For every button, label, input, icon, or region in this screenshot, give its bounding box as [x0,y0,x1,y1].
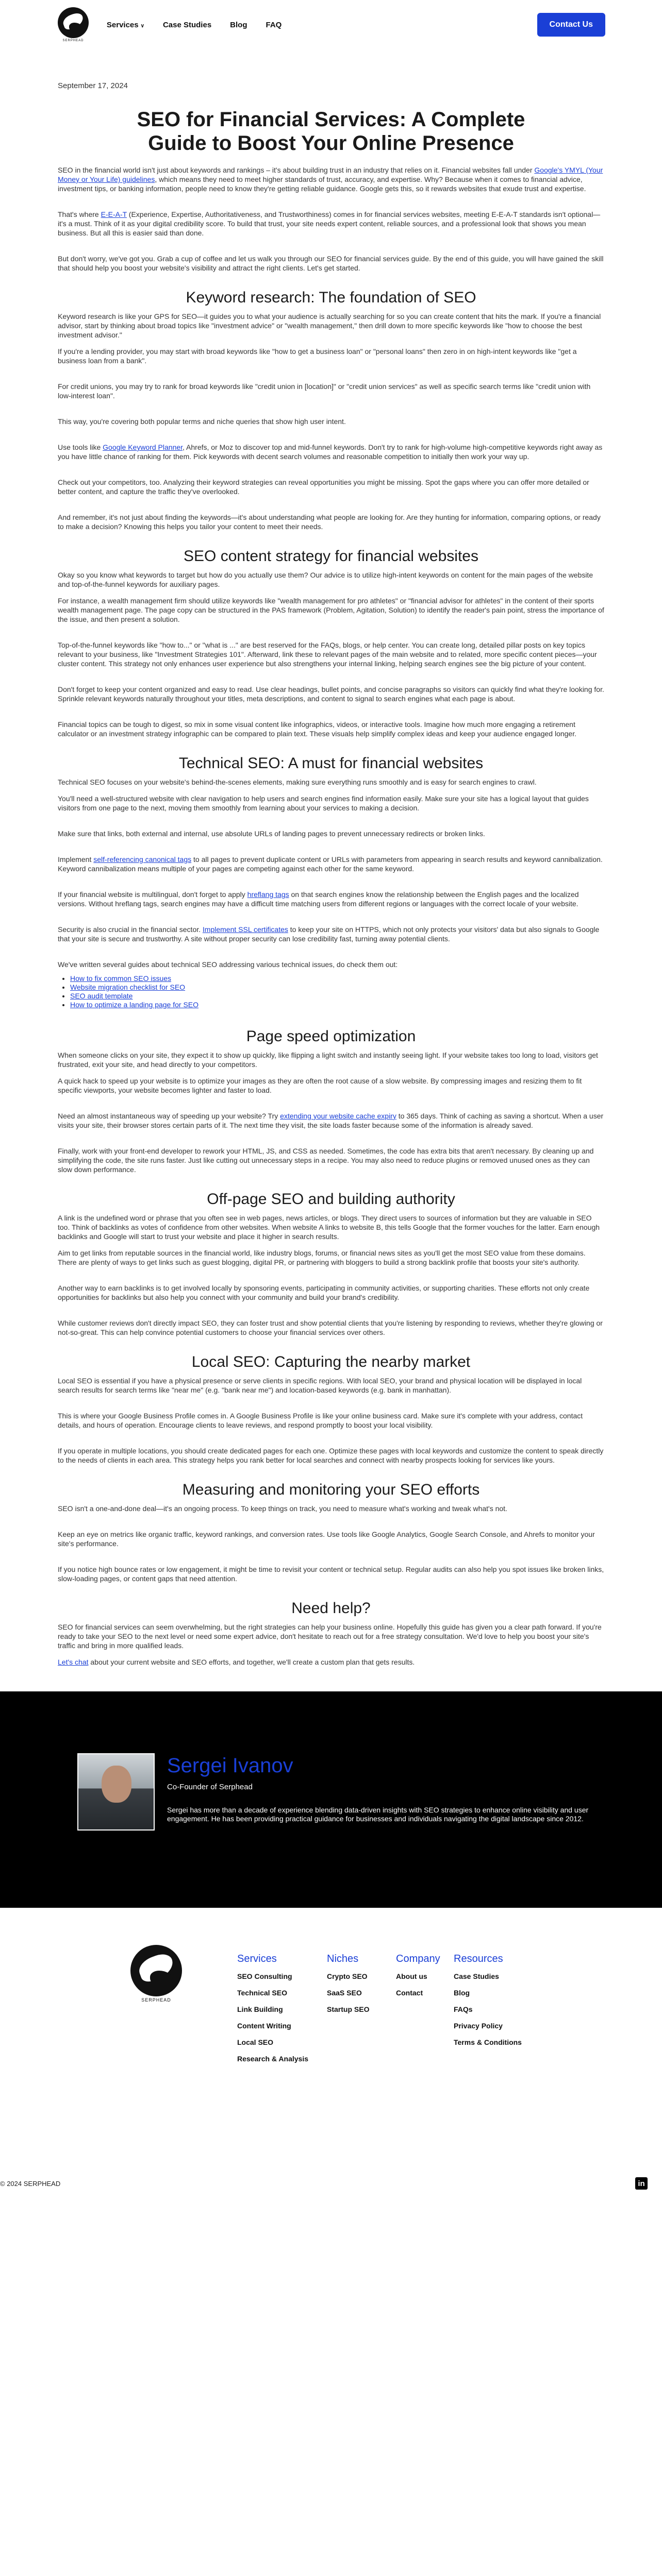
section-heading: Need help? [291,1600,371,1617]
text-run: about your current website and SEO efforts, and together, we'll create a custom plan that gets results. [88,1658,415,1666]
article-sections [58,289,604,1667]
footer-link[interactable]: Blog [454,1989,470,1997]
section-heading: SEO content strategy for financial websites [184,548,478,565]
footer-link[interactable]: Crypto SEO [327,1972,368,1980]
text-run: SEO in the financial world isn't just about keywords and rankings – it's about building trust in an industry that relies on it. Financial websites fall under [58,166,535,174]
text-run: A quick hack to speed up your website is to optimize your images as they are often the root cause of a slow website. By compressing images and resizing them to fit specific viewports, your website becomes lighter and faster to load. [58,1077,582,1094]
text-run: For credit unions, you may try to rank for broad keywords like "credit union in [location]" or "credit union services" as well as specific search terms like "credit union with low-interest loan". [58,382,591,400]
paragraph [58,347,604,365]
inline-link[interactable]: Google Keyword Planner [103,443,183,451]
text-run: to keep your site on HTTPS, which not only protects your visitors' data but also signals to Google that your site is secure and trustworthy. A site without proper security can lose credibility fast, turning away potential clients. [58,925,600,943]
footer-link[interactable]: SaaS SEO [327,1989,362,1997]
article-section [58,289,604,531]
footer-link[interactable]: SEO Consulting [237,1972,292,1980]
copyright: © 2024 SERPHEAD [0,2179,61,2188]
footer-link[interactable]: About us [396,1972,427,1980]
footer-column [396,1953,440,2071]
section-heading: Technical SEO: A must for financial websites [178,755,484,772]
footer-link[interactable]: Research & Analysis [237,2055,308,2063]
inline-link[interactable]: self-referencing canonical tags [93,855,192,863]
section-heading: Measuring and monitoring your SEO efforts [182,1481,480,1498]
inline-link[interactable]: Implement SSL certificates [202,925,288,934]
text-run: on that search engines know the relationship between the English pages and the localized versions. Without hreflang tags, search engines may have a difficult time matching users from different regions or languages with the correct locale of your website. [58,890,579,908]
inline-link[interactable]: Google's YMYL (Your Money or Your Life) guidelines [58,166,603,183]
inline-link[interactable]: hreflang tags [247,890,289,899]
text-run: Okay so you know what keywords to target but how do you actually use them? Our advice is to utilize high-intent keywords on content for the main pages of the website and top-of-the-funnel keywords for auxiliary pages. [58,571,593,588]
author-info [167,1753,590,1831]
section-heading: Local SEO: Capturing the nearby market [191,1353,471,1370]
intro-paragraph [58,165,604,193]
paragraph [58,960,604,969]
nav-faq[interactable]: FAQ [266,20,282,29]
footer-column [237,1953,309,2071]
footer-link[interactable]: Privacy Policy [454,2022,503,2030]
article [58,49,604,1667]
linkedin-icon[interactable]: in [635,2177,648,2190]
paragraph [58,855,604,873]
footer-columns [237,1953,554,2071]
text-run: Aim to get links from reputable sources in the financial world, like industry blogs, forums, or financial news sites as you'll get the most SEO value from these domains. There are plenty of ways to get links such as guest blogging, digital PR, or partnering with bloggers to build a strong backlink profile that boosts your site's authority. [58,1249,586,1266]
footer-link[interactable]: Local SEO [237,2038,274,2046]
text-run: And remember, it's not just about finding the keywords—it's about understanding what people are looking for. Are they hunting for information, comparing options, or ready to make a decision? Knowing this helps you tailor your content to meet their needs. [58,513,601,531]
paragraph [58,720,604,738]
text-run: A link is the undefined word or phrase that you often see in web pages, news articles, or blogs. They direct users to sources of information but they are valuable in SEO too. Think of backlinks as votes of confidence from other websites. When website A links to website B, this tells Google that the former vouches for the latter. Earn enough backlinks and Google will start to trust your website and place it higher in search results. [58,1214,600,1241]
inline-link[interactable]: Let's chat [58,1658,89,1666]
footer-link[interactable]: Terms & Conditions [454,2038,522,2046]
author-card [0,1691,662,1908]
text-run: , which means they need to meet higher standards of trust, accuracy, and expertise. Why? Because when it comes to financial advice, investment tips, or banking information, people need to know they're getting reliable guidance. Google gets this, so it rewards websites that exude trust and expertise. [58,175,586,193]
text-run: Check out your competitors, too. Analyzing their keyword strategies can reveal opportunities you might be missing. Spot the gaps where you can offer more detailed or better content, and capture the traffic they've overlooked. [58,478,589,496]
footer-link[interactable]: Content Writing [237,2022,291,2030]
text-run: If you operate in multiple locations, you should create dedicated pages for each one. Optimize these pages with local keywords and customize the content to speak directly to the needs of clients in each area. This strategy helps you rank better for local searches and connect with nearby prospects looking for services like yours. [58,1447,604,1464]
paragraph [58,685,604,703]
paragraph [58,478,604,496]
paragraph [58,1146,604,1174]
intro [58,165,604,273]
paragraph [58,1504,604,1513]
paragraph [58,1446,604,1465]
footer-column [454,1953,536,2071]
inline-link[interactable]: extending your website cache expiry [280,1112,396,1120]
text-run: Financial topics can be tough to digest, so mix in some visual content like infographics, videos, or interactive tools. Imagine how much more engaging a retirement calculator or an investment strategy infographic can be compared to plain text. These visuals help simplify complex ideas and keep your audience engaged longer. [58,720,576,738]
text-run: Use tools like [58,443,103,451]
site-header [0,0,662,49]
text-run: If you notice high bounce rates or low engagement, it might be time to revisit your content or technical setup. Regular audits can also help you spot issues like broken links, slow-loading pages, or content gaps that need attention. [58,1565,604,1583]
text-run: Finally, work with your front-end developer to rework your HTML, JS, and CSS as needed. Sometimes, the code has extra bits that aren't necessary. By cleaning up and simplifying the code, the site runs faster. Just like cutting out unnecessary steps in a recipe. You may also need to reduce plugins or removed unused ones as they can slow down performance. [58,1147,594,1174]
footer-column-heading: Niches [327,1953,359,1964]
text-run: SEO isn't a one-and-done deal—it's an ongoing process. To keep things on track, you need to measure what's working and tweak what's not. [58,1504,507,1513]
chevron-down-icon: ∨ [140,23,144,29]
logo-text: SERPHEAD [62,39,84,42]
footer-bottom [0,2171,662,2196]
text-run: Local SEO is essential if you have a physical presence or serve clients in specific regions. With local SEO, your brand and physical location will be displayed in local search results for search terms like "near me" (e.g. "bank near me") and location-based keywords (e.g. bank in manhattan). [58,1377,582,1394]
text-run: For instance, a wealth management firm should utilize keywords like "wealth management for pro athletes" or "financial advisor for athletes" in the content of their sports wealth management page. The page copy can be structured in the PAS framework (Problem, Agitation, Solution) to identify the reader's pain point, stress the importance of the issue, and then present a solution. [58,597,604,623]
text-run: Don't forget to keep your content organized and easy to read. Use clear headings, bullet points, and concise paragraphs so visitors can quickly find what they're looking for. Sprinkle relevant keywords naturally throughout your titles, meta descriptions, and content to signal to search engines what each page is about. [58,685,604,703]
footer-column-heading: Company [396,1953,440,1964]
paragraph [58,312,604,340]
guide-link[interactable]: How to optimize a landing page for SEO [70,1001,199,1009]
footer-logo-text: SERPHEAD [141,1997,171,2003]
footer-link[interactable]: FAQs [454,2005,473,2013]
intro-paragraph [58,210,604,238]
article-section [58,548,604,738]
paragraph [58,513,604,531]
contact-us-button[interactable]: Contact Us [537,13,605,37]
text-run: Keyword research is like your GPS for SEO—it guides you to what your audience is actually searching for so you can create content that hits the mark. If you're a financial advisor, start by thinking about broad topics like "investment advice" or "wealth management," then drill down to more specific keywords like "how to choose the best investment advisor." [58,312,601,339]
intro-paragraph [58,254,604,273]
text-run: This way, you're covering both popular terms and niche queries that show high user intent. [58,417,346,426]
footer-column-heading: Services [237,1953,277,1964]
footer-column-heading: Resources [454,1953,503,1964]
paragraph [58,1050,604,1069]
article-section [58,1481,604,1583]
text-run: Technical SEO focuses on your website's behind-the-scenes elements, making sure everything runs smoothly and is easy for search engines to crawl. [58,778,537,786]
paragraph [58,1376,604,1395]
paragraph [58,925,604,943]
footer-link[interactable]: Case Studies [454,1972,499,1980]
avatar [77,1753,155,1831]
section-heading: Page speed optimization [246,1028,416,1045]
text-run: If you're a lending provider, you may start with broad keywords like "how to get a business loan" or "personal loans" then zero in on high-intent keywords like "get a business loan from a bank". [58,347,577,365]
nav-case-studies[interactable]: Case Studies [162,20,212,29]
publish-date: September 17, 2024 [58,81,128,90]
paragraph [58,1622,604,1650]
text-run: Need an almost instantaneous way of speeding up your website? Try [58,1112,280,1120]
text-run: to all pages to prevent duplicate content or URLs with parameters from appearing in search results and keyword cannibalization. Keyword cannibalization means multiple of your pages are competing against each other for the same keyword. [58,855,603,873]
article-section [58,755,604,1009]
nav-blog[interactable]: Blog [230,20,247,29]
nav-services-label: Services [106,20,139,29]
main-nav [67,21,282,29]
guide-link[interactable]: SEO audit template [70,992,133,1000]
text-run: When someone clicks on your site, they expect it to show up quickly, like flipping a light switch and instantly seeing light. If your website takes too long to load, visitors get frustrated, exit your site, and head directly to your competitors. [58,1051,598,1069]
paragraph [58,443,604,461]
section-heading: Off-page SEO and building authority [207,1191,455,1208]
guides-list [70,974,604,1009]
paragraph [58,1076,604,1095]
paragraph [58,1530,604,1548]
paragraph [58,382,604,400]
paragraph [58,829,604,838]
globe-logo-icon [58,7,89,38]
paragraph [58,777,604,787]
text-run: Security is also crucial in the financial sector. [58,925,203,934]
paragraph [58,890,604,908]
nav-services[interactable] [107,21,144,29]
article-section [58,1600,604,1667]
paragraph [58,1111,604,1130]
author-name: Sergei Ivanov [167,1754,293,1777]
text-run: Implement [58,855,94,863]
paragraph [58,570,604,589]
text-run: While customer reviews don't directly impact SEO, they can foster trust and show potential clients that you're listening by responding to reviews, whether they're glowing or not-so-great. This can help convince potential customers to choose your financial services over others. [58,1319,603,1336]
paragraph [58,1411,604,1430]
text-run: Make sure that links, both external and internal, use absolute URLs of landing pages to prevent unnecessary redirects or broken links. [58,829,485,838]
text-run: , Ahrefs, or Moz to discover top and mid-funnel keywords. Don't try to rank for high-volume high-competitive keywords right away as you have little chance of ranking for them. Pick keywords with decent search volumes and reasonable competition to initially then work your way up. [58,443,603,461]
inline-link[interactable]: E-E-A-T [101,210,127,218]
section-heading: Keyword research: The foundation of SEO [186,289,476,306]
paragraph [58,1657,604,1667]
author-role: Co-Founder of Serphead [167,1783,253,1791]
footer-column [327,1953,378,2071]
article-section [58,1028,604,1174]
article-section [58,1353,604,1465]
guide-link[interactable]: Website migration checklist for SEO [70,983,186,991]
paragraph [58,1248,604,1267]
paragraph [58,1283,604,1302]
text-run: (Experience, Expertise, Authoritativeness, and Trustworthiness) comes in for financial services websites, meeting E-E-A-T standards isn't optional—it's a must. Think of it as your digital credibility score. To build that trust, your site needs expert content, reliable sources, and a professional look that shows you mean business. But all this is easier said than done. [58,210,601,237]
list-item [70,974,604,983]
paragraph [58,596,604,624]
page-title: SEO for Financial Services: A Complete Guide to Boost Your Online Presence [137,108,525,155]
footer-link[interactable]: Contact [396,1989,423,1997]
list-item [70,983,604,992]
footer-link[interactable]: Link Building [237,2005,283,2013]
footer-link[interactable]: Technical SEO [237,1989,287,1997]
paragraph [58,1565,604,1583]
text-run: SEO for financial services can seem overwhelming, but the right strategies can help your business online. Hopefully this guide has given you a clear path forward. If you're ready to take your SEO to the next level or need some expert advice, don't hesitate to reach out for a free strategy consultation. We'd love to help you boost your site's traffic and bring in more qualified leads. [58,1623,602,1650]
text-run: If your financial website is multilingual, don't forget to apply [58,890,247,899]
text-run: You'll need a well-structured website with clear navigation to help users and search engines find information easily. Make sure your site has a logical layout that guides visitors from one page to the next, moving them smoothly from learning about your services to making a decision. [58,794,589,812]
paragraph [58,1318,604,1337]
footer-link[interactable]: Startup SEO [327,2005,370,2013]
article-section [58,1191,604,1337]
text-run: This is where your Google Business Profile comes in. A Google Business Profile is like your online business card. Make sure it's complete with your address, contact details, and hours of operation. Encourage clients to leave reviews, and respond promptly to boost your local visibility. [58,1412,583,1429]
list-item [70,992,604,1001]
text-run: That's where [58,210,101,218]
text-run: Keep an eye on metrics like organic traffic, keyword rankings, and conversion rates. Use tools like Google Analytics, Google Search Console, and Ahrefs to monitor your site's performance. [58,1530,595,1548]
text-run: But don't worry, we've got you. Grab a cup of coffee and let us walk you through our SEO for financial services guide. By the end of this guide, you will have gained the skill that should help you boost your website's visibility and attract the right clients. Let's get started. [58,255,604,272]
paragraph [58,1213,604,1241]
list-item [70,1001,604,1009]
site-footer [0,1908,662,2196]
paragraph [58,417,604,426]
footer-logo[interactable] [128,1945,185,2003]
paragraph [58,640,604,668]
text-run: Another way to earn backlinks is to get involved locally by sponsoring events, participating in community activities, or supporting charities. These efforts not only create opportunities for backlinks but also help you connect with your community and build your brand's credibility. [58,1284,590,1301]
text-run: We've written several guides about technical SEO addressing various technical issues, do check them out: [58,960,398,969]
text-run: Top-of-the-funnel keywords like "how to..." or "what is ..." are best reserved for the FAQs, blogs, or help center. You can create long, detailed pillar posts on key topics relevant to your business, like "Investment Strategies 101". Afterward, link these to relevant pages of the main website and to related, more specific content pieces—your cluster content. This strategy not only enhances user experience but also strengthens your internal linking, helping search engines see the big picture of your content. [58,641,597,668]
author-bio: Sergei has more than a decade of experience blending data-driven insights with SEO strategies to enhance online visibility and user engagement. He has been providing practical guidance for businesses and individuals navigating the digital landscape since 2012. [167,1806,589,1823]
guide-link[interactable]: How to fix common SEO issues [70,974,172,982]
paragraph [58,794,604,812]
globe-logo-icon [130,1945,182,1996]
logo[interactable] [57,7,90,42]
text-run: to 365 days. Think of caching as saving a shortcut. When a user visits your site, their browser stores certain parts of it. The next time they visit, the site loads faster because some of the information is already saved. [58,1112,604,1129]
